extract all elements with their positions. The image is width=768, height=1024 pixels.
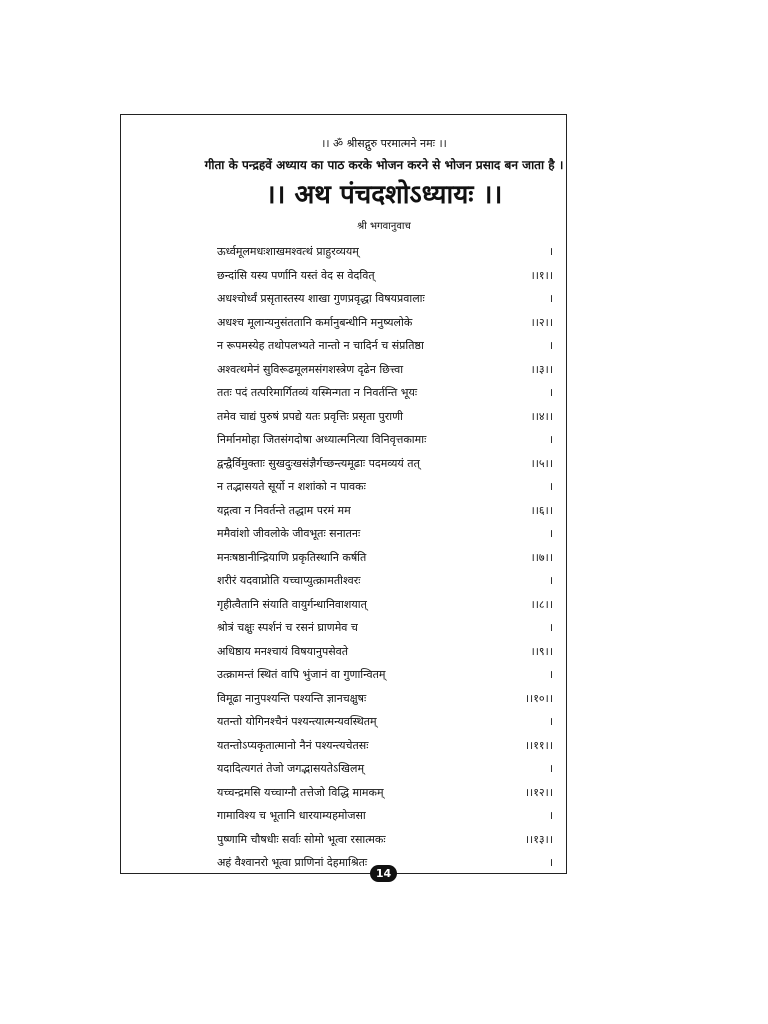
verse-line: [217, 334, 557, 358]
verse-end-mark: ।।२।।: [530, 315, 553, 329]
verse-text: द्वन्द्वैर्विमुक्ताः सुखदुःखसंज्ञैर्गच्छन्त्यमूढाः पदमव्ययं तत्: [217, 456, 420, 470]
verse-line: [217, 287, 557, 311]
verse-line: [217, 358, 557, 382]
verse-text: श्रोत्रं चक्षुः स्पर्शनं च रसनं घ्राणमेव च: [217, 621, 358, 634]
verse-line: [217, 593, 557, 617]
verse-text: निर्मानमोहा जितसंगदोषा अध्यात्मनित्या विनिवृत्तकामाः: [217, 433, 427, 446]
verse-line: [217, 240, 557, 264]
verse-end-mark: ।: [548, 386, 553, 399]
verse-end-mark: ।।५।।: [530, 456, 553, 470]
verse-end-mark: ।।१३।।: [524, 832, 553, 846]
verse-end-mark: ।: [548, 621, 553, 634]
verse-text: यद्गत्वा न निवर्तन्ते तद्धाम परमं मम: [217, 503, 351, 517]
verse-end-mark: ।: [548, 809, 553, 822]
verse-line: [217, 687, 557, 711]
verse-end-mark: ।।११।।: [524, 738, 553, 752]
verse-line: [217, 381, 557, 405]
verse-line: [217, 546, 557, 570]
verse-end-mark: ।।३।।: [530, 362, 553, 376]
verse-text: यतन्तो योगिनश्चैनं पश्यन्त्यात्मन्यवस्थितम्: [217, 715, 377, 728]
verse-text: यच्चन्द्रमसि यच्चाग्नौ तत्तेजो विद्धि मामकम्: [217, 785, 384, 799]
verse-text: तमेव चाद्यं पुरुषं प्रपद्ये यतः प्रवृत्तिः प्रसृता पुराणी: [217, 409, 403, 423]
verse-end-mark: ।।९।।: [530, 644, 553, 658]
verse-text: न रूपमस्येह तथोपलभ्यते नान्तो न चादिर्न च संप्रतिष्ठा: [217, 339, 424, 352]
verse-line: [217, 569, 557, 593]
verse-text: उत्क्रामन्तं स्थितं वापि भुंजानं वा गुणान्वितम्: [217, 668, 386, 681]
verse-line: [217, 311, 557, 335]
verse-text: ममैवांशो जीवलोके जीवभूतः सनातनः: [217, 527, 361, 540]
verse-end-mark: ।: [548, 245, 553, 258]
page-number-badge: 14: [370, 865, 397, 882]
verse-text: गृहीत्वैतानि संयाति वायुर्गन्धानिवाशयात्: [217, 597, 367, 611]
verse-text: यतन्तोऽप्यकृतात्मानो नैनं पश्यन्त्यचेतसः: [217, 738, 369, 752]
verse-line: [217, 405, 557, 429]
verse-line: [217, 734, 557, 758]
verse-text: अश्वत्थमेनं सुविरूढमूलमसंगशस्त्रेण दृढेन छित्त्वा: [217, 362, 404, 376]
verse-line: [217, 781, 557, 805]
verse-end-mark: ।।१।।: [530, 268, 553, 282]
verse-text: अधिष्ठाय मनश्चायं विषयानुपसेवते: [217, 644, 349, 658]
verse-end-mark: ।: [548, 433, 553, 446]
verse-line: [217, 522, 557, 546]
chapter-title: ।। अथ पंचदशोऽध्यायः ।।: [265, 180, 503, 210]
verse-line: [217, 804, 557, 828]
verse-line: [217, 640, 557, 664]
verse-line: [217, 475, 557, 499]
verse-line: [217, 264, 557, 288]
verse-text: न तद्भासयते सूर्यो न शशांको न पावकः: [217, 480, 366, 493]
recitation-note: गीता के पन्द्रहवें अध्याय का पाठ करके भोजन करने से भोजन प्रसाद बन जाता है ।: [204, 158, 564, 172]
verse-end-mark: ।: [548, 715, 553, 728]
verse-end-mark: ।।१०।।: [524, 691, 553, 705]
invocation-line: ।। ॐ श्रीसद्गुरु परमात्मने नमः ।।: [321, 137, 447, 150]
verse-text: अहं वैश्वानरो भूत्वा प्राणिनां देहमाश्रितः: [217, 856, 368, 869]
verse-text: ततः पदं तत्परिमार्गितव्यं यस्मिन्गता न निवर्तन्ति भूयः: [217, 386, 418, 399]
verse-end-mark: ।: [548, 668, 553, 681]
verse-end-mark: ।: [548, 574, 553, 587]
verse-line: [217, 663, 557, 687]
verse-end-mark: ।: [548, 856, 553, 869]
speaker-heading: श्री भगवानुवाच: [357, 221, 411, 232]
verse-end-mark: ।।६।।: [530, 503, 553, 517]
verse-text: मनःषष्ठानीन्द्रियाणि प्रकृतिस्थानि कर्षति: [217, 550, 367, 564]
verse-text: यदादित्यगतं तेजो जगद्भासयतेऽखिलम्: [217, 762, 365, 775]
verse-text: पुष्णामि चौषधीः सर्वाः सोमो भूत्वा रसात्मकः: [217, 832, 386, 846]
verse-end-mark: ।।४।।: [530, 409, 553, 423]
verse-text: विमूढा नानुपश्यन्ति पश्यन्ति ज्ञानचक्षुषः: [217, 691, 367, 705]
verse-line: [217, 710, 557, 734]
verse-list: [217, 240, 557, 875]
verse-text: अधश्चोर्ध्वं प्रसृतास्तस्य शाखा गुणप्रवृद्धा विषयप्रवालाः: [217, 292, 425, 305]
verse-end-mark: ।: [548, 292, 553, 305]
verse-line: [217, 452, 557, 476]
verse-text: गामाविश्य च भूतानि धारयाम्यहमोजसा: [217, 809, 366, 822]
verse-line: [217, 428, 557, 452]
verse-end-mark: ।: [548, 480, 553, 493]
verse-text: छन्दांसि यस्य पर्णानि यस्तं वेद स वेदवित्: [217, 268, 375, 282]
verse-line: [217, 757, 557, 781]
verse-end-mark: ।।७।।: [530, 550, 553, 564]
verse-line: [217, 616, 557, 640]
verse-end-mark: ।: [548, 527, 553, 540]
verse-line: [217, 828, 557, 852]
verse-end-mark: ।।८।।: [530, 597, 553, 611]
verse-text: ऊर्ध्वमूलमधःशाखमश्वत्थं प्राहुरव्ययम्: [217, 245, 359, 258]
verse-end-mark: ।: [548, 762, 553, 775]
verse-text: अधश्च मूलान्यनुसंततानि कर्मानुबन्धीनि मनुष्यलोके: [217, 315, 413, 329]
verse-end-mark: ।: [548, 339, 553, 352]
verse-text: शरीरं यदवाप्नोति यच्चाप्युत्क्रामतीश्वरः: [217, 574, 361, 587]
verse-end-mark: ।।१२।।: [524, 785, 553, 799]
verse-line: [217, 499, 557, 523]
